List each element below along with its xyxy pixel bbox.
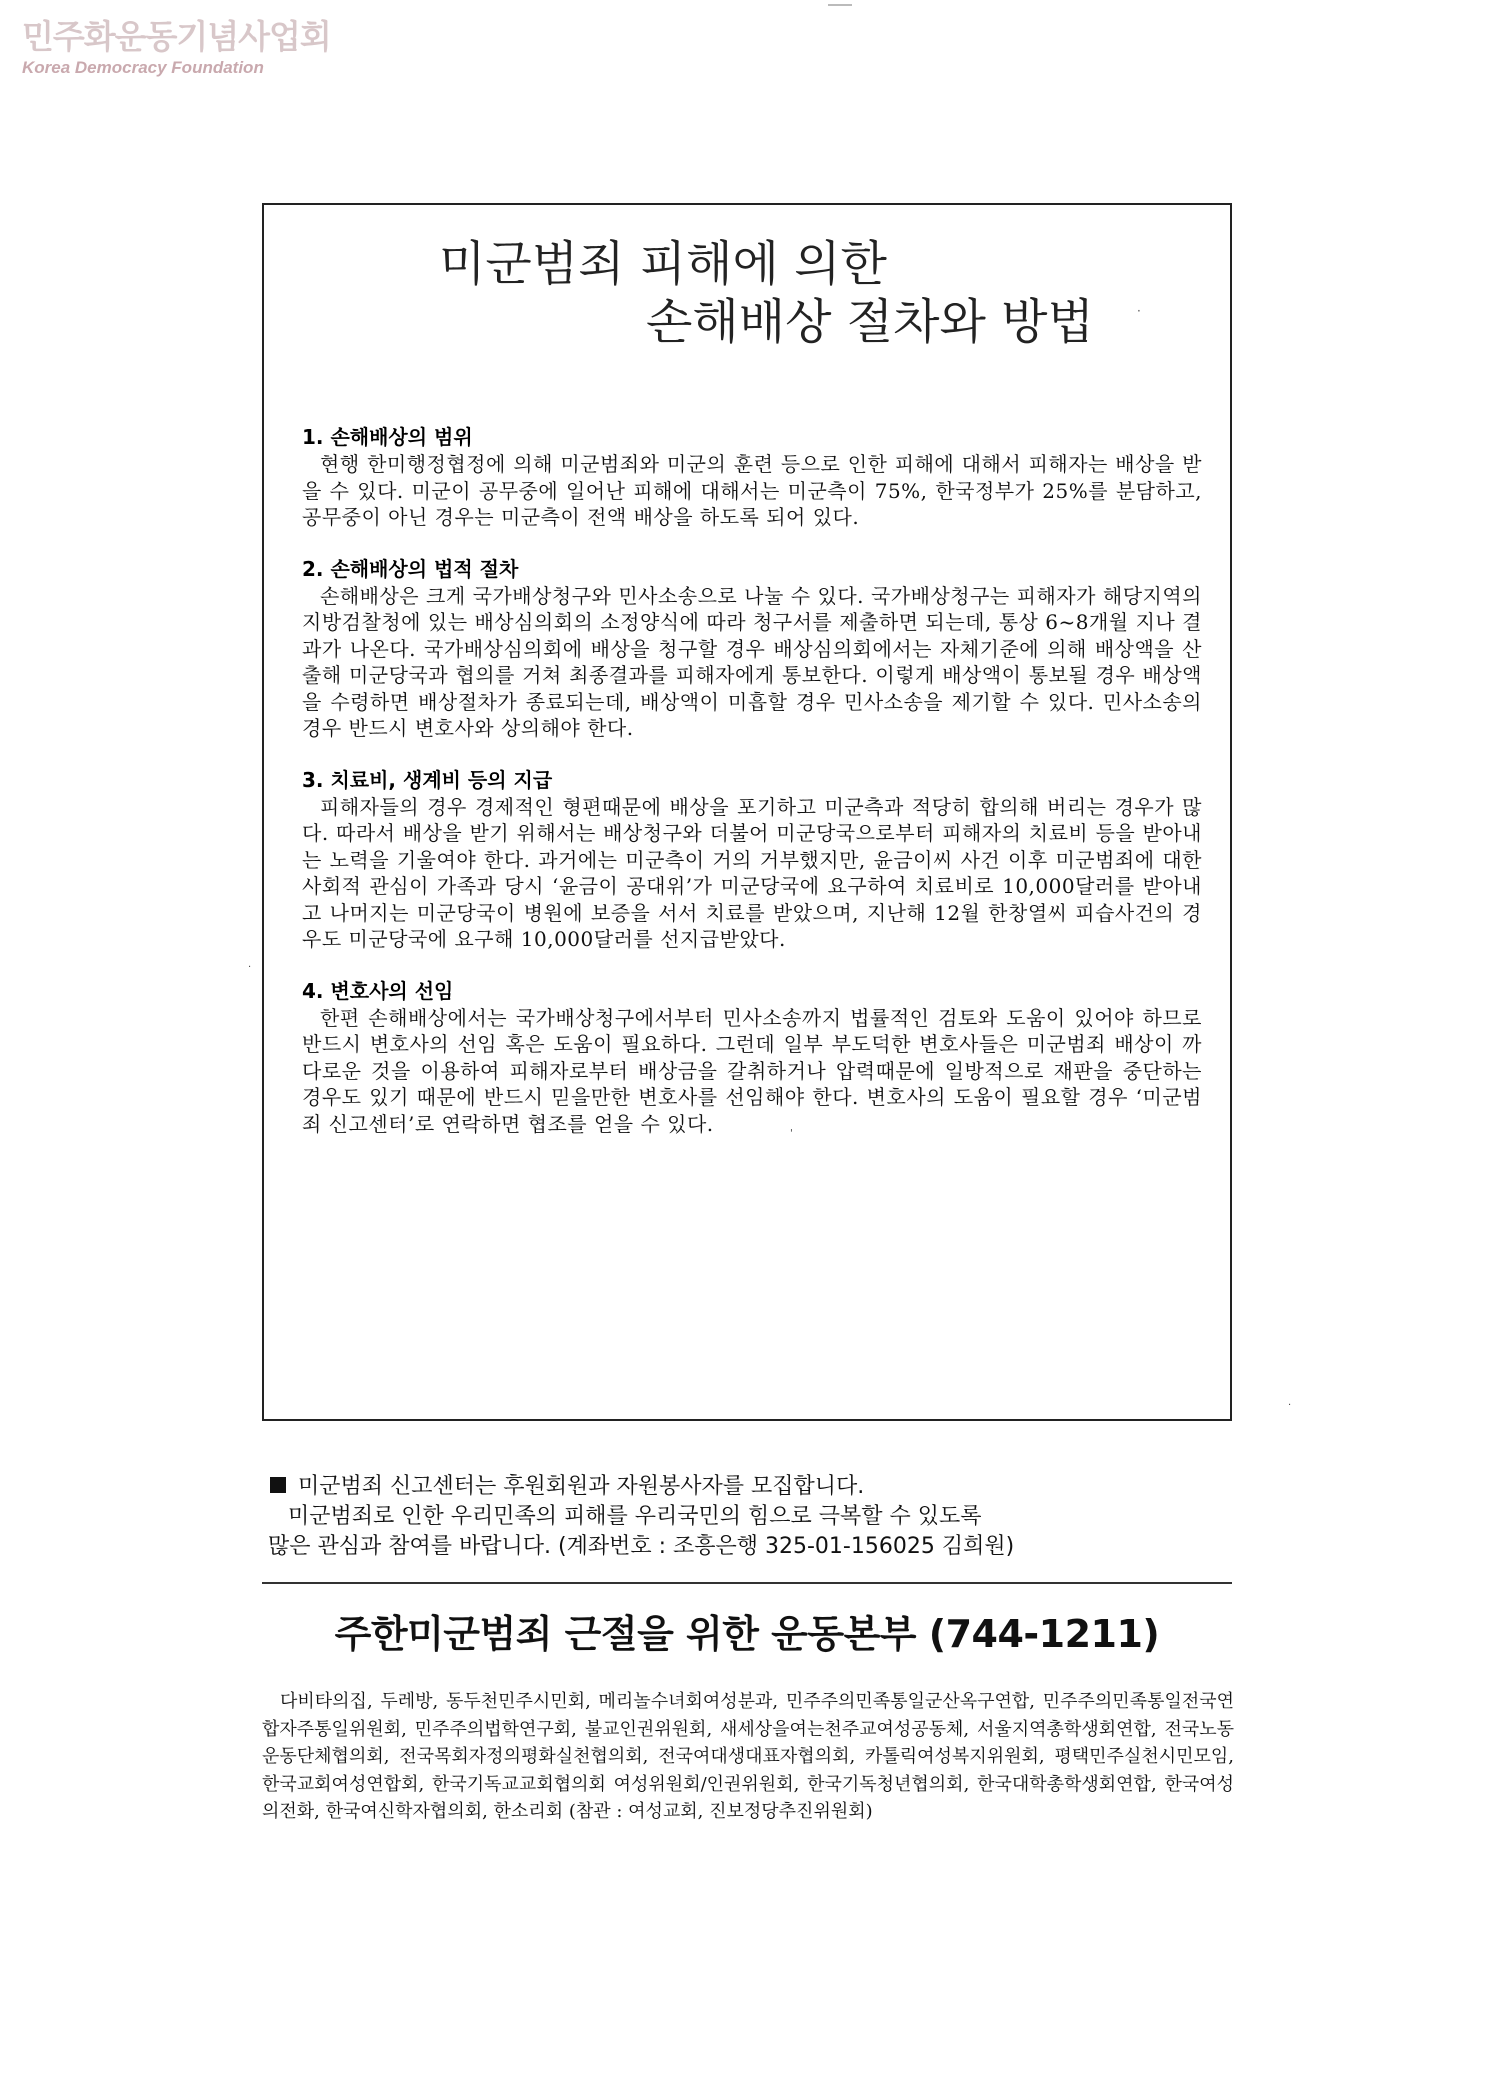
scan-speck: · — [1288, 1400, 1292, 1411]
watermark-english: Korea Democracy Foundation — [22, 58, 264, 77]
divider — [262, 1582, 1232, 1584]
section-lawyer — [302, 977, 1202, 1138]
article-content — [302, 423, 1202, 1161]
section-heading: 1. 손해배상의 범위 — [302, 425, 473, 449]
watermark-korean: 민주화운동기념사업회 — [22, 17, 331, 56]
foundation-watermark — [22, 18, 331, 78]
title-line-1: 미군범죄 피해에 의한 — [439, 236, 887, 292]
section-heading: 3. 치료비, 생계비 등의 지급 — [302, 767, 553, 792]
notice-line-2: 미군범죄로 인한 우리민족의 피해를 우리국민의 힘으로 극복할 수 있도록 — [288, 1504, 982, 1529]
notice-line-3: 많은 관심과 참여를 바랍니다. (계좌번호 : 조흥은행 325-01-156025 김희원) — [268, 1534, 1015, 1559]
title-line-2: 손해배상 절차와 방법 — [646, 294, 1094, 350]
scan-speck: · — [248, 962, 252, 973]
section-body: 손해배상은 크게 국가배상청구와 민사소송으로 나눌 수 있다. 국가배상청구는 피해자가 해당지역의 지방검찰청에 있는 배상심의회의 소정양식에 따라 청구서를 제출하면 되는데, 통상 6~8개월 지나 결과가 나온다. 국가배상심의회에 배상을 청구할 경우 배상심의회에서는 자체기준에 의해 배상액을 산출해 미군당국과 협의를 거쳐 최종결과를 피해자에게 통보한다. 이렇게 배상액이 통보될 경우 배상액을 수령하면 배상절차가 종료되는데, 배상액이 미흡할 경우 민사소송을 제기할 수 있다. 민사소송의 경우 반드시 변호사와 상의해야 한다. — [302, 583, 1202, 740]
section-heading: 2. 손해배상의 법적 절차 — [302, 556, 519, 581]
section-scope — [302, 423, 1202, 531]
article-title — [439, 235, 1094, 351]
section-body: 현행 한미행정협정에 의해 미군범죄와 미군의 훈련 등으로 인한 피해에 대해서 피해자는 배상을 받을 수 있다. 미군이 공무중에 일어난 피해에 대해서는 미군측이 75%, 한국정부가 25%를 분담하고, 공무중이 아닌 경우는 미군측이 전액 배상을 하도록 되어 있다. — [302, 452, 1202, 529]
section-body: 한편 손해배상에서는 국가배상청구에서부터 민사소송까지 법률적인 검토와 도움이 있어야 하므로 반드시 변호사의 선임 혹은 도움이 필요하다. 그런데 일부 부도덕한 변호사들은 미군범죄 배상이 까다로운 것을 이용하여 피해자로부터 배상금을 갈취하거나 압력때문에 일방적으로 재판을 중단하는 경우도 있기 때문에 반드시 믿을만한 변호사를 선임해야 한다. 변호사의 도움이 필요할 경우 ‘미군범죄 신고센터’로 연락하면 협조를 얻을 수 있다. — [302, 1005, 1202, 1136]
organization-title: 주한미군범죄 근절을 위한 운동본부 (744-1211) — [334, 1612, 1160, 1656]
member-organizations: 다비타의집, 두레방, 동두천민주시민회, 메리놀수녀회여성분과, 민주주의민족통일군산옥구연합, 민주주의민족통일전국연합자주통일위원회, 민주주의법학연구회, 불교인권위원회, 새세상을여는천주교여성공동체, 서울지역총학생회연합, 전국노동운동단체협의회, 전국목회자정의평화실천협의회, 전국여대생대표자협의회, 카톨릭여성복지위원회, 평택민주실천시민모임, 한국교회여성연합회, 한국기독교교회협의회 여성위원회/인권위원회, 한국기독청년협의회, 한국대학총학생회연합, 한국여성의전화, 한국여신학자협의회, 한소리회 (참관 : 여성교회, 진보정당추진위원회) — [262, 1691, 1234, 1822]
square-bullet-icon — [270, 1477, 286, 1493]
article-box — [262, 203, 1232, 1421]
section-medical-costs — [302, 766, 1202, 953]
scan-mark — [828, 4, 852, 6]
section-body: 피해자들의 경우 경제적인 형편때문에 배상을 포기하고 미군측과 적당히 합의해 버리는 경우가 많다. 따라서 배상을 받기 위해서는 배상청구와 더불어 미군당국으로부터 피해자의 치료비 등을 받아내는 노력을 기울여야 한다. 과거에는 미군측이 거의 거부했지만, 윤금이씨 사건 이후 미군범죄에 대한 사회적 관심이 가족과 당시 ‘윤금이 공대위’가 미군당국에 요구하여 치료비로 10,000달러를 받아내고 나머지는 미군당국이 병원에 보증을 서서 치료를 받았으며, 지난해 12월 한창열씨 피습사건의 경우도 미군당국에 요구해 10,000달러를 선지급받았다. — [302, 794, 1202, 951]
notice-line-1: 미군범죄 신고센터는 후원회원과 자원봉사자를 모집합니다. — [268, 1472, 1230, 1502]
section-heading: 4. 변호사의 선임 — [302, 978, 454, 1003]
recruitment-notice — [268, 1472, 1230, 1562]
scan-speck: · — [1137, 304, 1141, 318]
scan-speck: ' — [790, 1128, 793, 1139]
section-legal-procedure — [302, 555, 1202, 742]
